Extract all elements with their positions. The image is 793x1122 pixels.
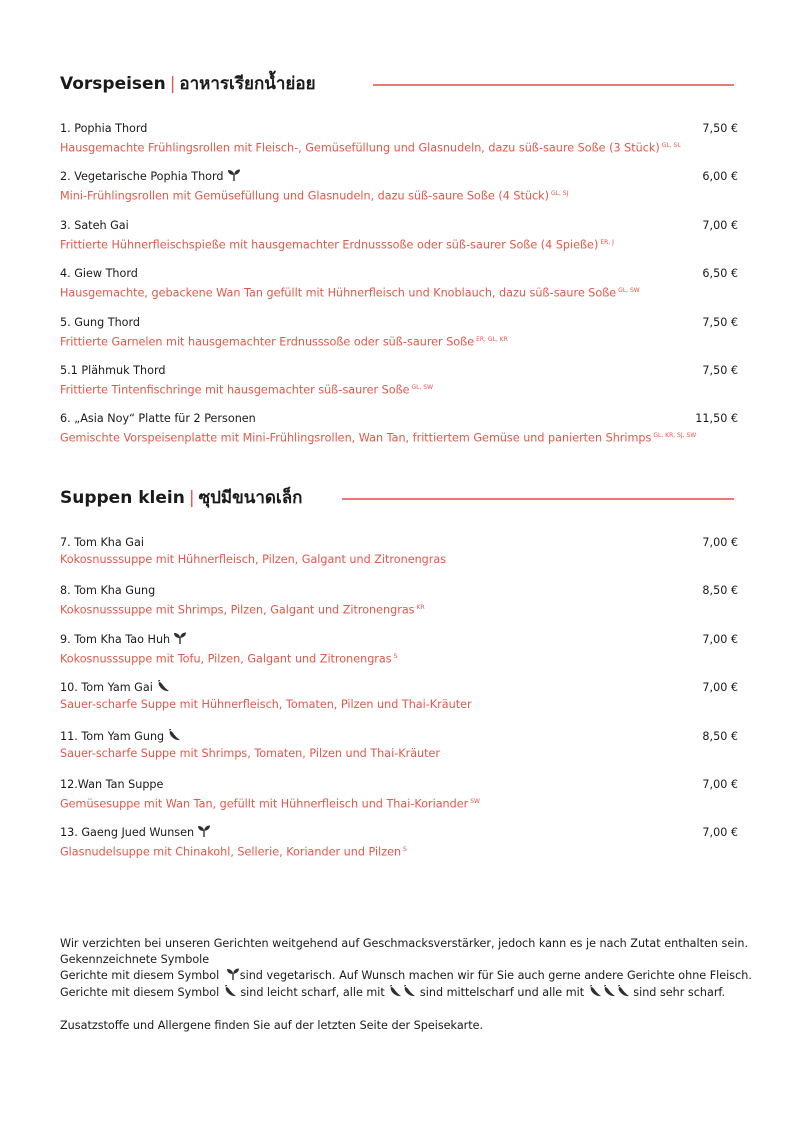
item-name-text: 11. Tom Yam Gung: [60, 729, 165, 743]
item-name-text: 1. Pophia Thord: [60, 122, 148, 135]
leaf-icon: [197, 825, 211, 837]
allergen-tags: SW: [470, 797, 480, 805]
item-list: [60, 121, 740, 460]
leaf-icon: [227, 169, 241, 181]
item-description: [60, 648, 740, 668]
item-name-text: 5.1 Plähmuk Thord: [60, 363, 166, 377]
section-header: [60, 71, 740, 101]
menu-item: [60, 411, 740, 459]
footer-line-last: Zusatzstoffe und Allergene finden Sie auf der letzten Seite der Speisekarte.: [60, 1018, 484, 1032]
allergen-tags: GL, KR, SJ, SW: [653, 432, 697, 440]
section-title-thai: อาหารเรียกน้ำย่อย: [179, 74, 316, 94]
menu-item: [60, 632, 740, 680]
footer-notes: [60, 936, 760, 1034]
item-name-text: 4. Giew Thord: [60, 267, 138, 281]
section-suppen: [60, 485, 740, 874]
chili-mid-1: sind leicht scharf, alle mit: [240, 985, 385, 999]
item-name: [60, 535, 740, 551]
item-description-text: Sauer-scharfe Suppe mit Hühnerfleisch, Tomaten, Pilzen und Thai-Kräuter: [60, 698, 472, 712]
item-name-text: 2. Vegetarische Pophia Thord: [60, 170, 224, 184]
footer-line-1: Wir verzichten bei unseren Gerichten weitgehend auf Geschmacksverstärker, jedoch kann es je nach Zutat enthalten sein.: [60, 937, 749, 950]
allergen-tags: GL, SJ: [550, 190, 569, 198]
footer-veg-line: [60, 968, 760, 984]
allergen-tags: GL, SW: [411, 383, 434, 391]
item-name: [60, 583, 740, 599]
item-price: 7,50 €: [702, 122, 738, 135]
item-name: [60, 680, 740, 696]
allergen-tags: GL, SL: [661, 142, 681, 149]
item-description-text: Mini-Frühlingsrollen mit Gemüsefüllung und Glasnudeln, dazu süß-saure Soße (4 Stück): [60, 190, 549, 204]
item-description-text: Kokosnusssuppe mit Hühnerfleisch, Pilzen, Galgant und Zitronengras: [60, 553, 447, 566]
item-description-text: Frittierte Garnelen mit hausgemachter Erdnusssoße oder süß-saurer Soße: [60, 335, 475, 349]
allergen-tags: S: [393, 652, 398, 660]
leaf-icon: [226, 968, 240, 980]
item-price: 7,00 €: [702, 536, 738, 549]
menu-item: [60, 825, 740, 873]
title-separator: |: [188, 488, 195, 508]
leaf-icon: [173, 632, 187, 644]
section-title-text: Vorspeisen: [60, 74, 166, 94]
item-price: 7,00 €: [702, 777, 738, 791]
menu-item: [60, 218, 740, 266]
item-price: 7,00 €: [702, 681, 738, 695]
menu-item: [60, 121, 740, 169]
item-name: [60, 777, 740, 793]
menu-item: [60, 583, 740, 631]
title-separator: |: [169, 74, 176, 94]
item-price: 8,50 €: [702, 584, 738, 598]
item-name: [60, 363, 740, 379]
item-description: [60, 282, 740, 302]
item-name-text: 10. Tom Yam Gai: [60, 681, 153, 695]
item-name: [60, 825, 740, 841]
item-name: [60, 266, 740, 282]
menu-item: [60, 315, 740, 363]
item-name: [60, 218, 740, 234]
item-price: 7,00 €: [702, 218, 738, 232]
chili-suffix: sind sehr scharf.: [633, 985, 726, 999]
section-title: [60, 485, 312, 511]
item-description: [60, 551, 740, 568]
item-description-text: Frittierte Tintenfischringe mit hausgemachter süß-saurer Soße: [60, 383, 410, 397]
item-name-text: 5. Gung Thord: [60, 315, 141, 329]
section-rule: [373, 84, 734, 86]
section-vorspeisen: [60, 71, 740, 460]
item-price: 7,50 €: [702, 315, 738, 329]
chili-icon: [223, 985, 237, 1002]
chili-icon: [167, 729, 181, 741]
veg-prefix: Gerichte mit diesem Symbol: [60, 969, 220, 983]
item-description: [60, 379, 740, 399]
item-name: [60, 315, 740, 331]
item-description: [60, 696, 740, 713]
item-description: [60, 793, 740, 813]
menu-item: [60, 169, 740, 217]
item-name: [60, 121, 740, 137]
item-description-text: Kokosnusssuppe mit Shrimps, Pilzen, Galgant und Zitronengras: [60, 604, 415, 618]
chili-icon: [588, 985, 630, 1002]
item-description-text: Glasnudelsuppe mit Chinakohl, Sellerie, Koriander und Pilzen: [60, 846, 402, 860]
allergen-tags: ER, J: [600, 238, 614, 246]
item-description: [60, 841, 740, 861]
section-rule: [342, 498, 734, 500]
footer-line-2: Gekennzeichnete Symbole: [60, 953, 210, 967]
item-name-text: 3. Sateh Gai: [60, 218, 129, 232]
item-price: 6,00 €: [702, 170, 738, 184]
section-title: [60, 71, 326, 97]
menu-item: [60, 680, 740, 728]
section-header: [60, 485, 740, 515]
item-name-text: 7. Tom Kha Gai: [60, 536, 144, 549]
menu-item: [60, 266, 740, 314]
veg-suffix: sind vegetarisch. Auf Wunsch machen wir für Sie auch gerne andere Gerichte ohne Fleisch.: [239, 969, 752, 983]
item-name-text: 6. „Asia Noy“ Platte für 2 Personen: [60, 412, 256, 426]
item-description: [60, 745, 740, 762]
item-description-text: Kokosnusssuppe mit Tofu, Pilzen, Galgant und Zitronengras: [60, 652, 392, 666]
item-description-text: Gemüsesuppe mit Wan Tan, gefüllt mit Hühnerfleisch und Thai-Koriander: [60, 797, 469, 811]
item-description-text: Frittierte Hühnerfleischspieße mit hausgemachter Erdnusssoße oder süß-saurer Soße (4 Spieße): [60, 238, 599, 252]
item-price: 6,50 €: [702, 267, 738, 281]
item-description-text: Sauer-scharfe Suppe mit Shrimps, Tomaten, Pilzen und Thai-Kräuter: [60, 746, 441, 760]
chili-icon: [156, 680, 170, 692]
menu-item: [60, 729, 740, 777]
item-description: [60, 185, 740, 205]
chili-prefix: Gerichte mit diesem Symbol: [60, 985, 220, 999]
item-name: [60, 729, 740, 745]
item-name-text: 8. Tom Kha Gung: [60, 584, 156, 598]
item-description-text: Hausgemachte Frühlingsrollen mit Fleisch-, Gemüsefüllung und Glasnudeln, dazu süß-saure Soße (3 Stück): [60, 141, 660, 155]
menu-item: [60, 535, 740, 583]
section-title-text: Suppen klein: [60, 488, 185, 508]
footer-gap: [60, 1002, 760, 1018]
item-name-text: 12.Wan Tan Suppe: [60, 777, 164, 791]
item-description: [60, 427, 740, 447]
allergen-tags: ER, GL, KR: [476, 335, 508, 343]
chili-icon: [388, 985, 416, 1002]
allergen-tags: KR: [416, 604, 425, 612]
item-price: 8,50 €: [702, 729, 738, 743]
item-price: 7,00 €: [702, 826, 738, 840]
allergen-tags: S: [403, 846, 407, 854]
item-name-text: 9. Tom Kha Tao Huh: [60, 632, 171, 646]
allergen-tags: GL, SW: [618, 287, 640, 295]
item-name: [60, 411, 740, 427]
item-description-text: Hausgemachte, gebackene Wan Tan gefüllt mit Hühnerfleisch und Knoblauch, dazu süß-saure Soße: [60, 286, 617, 300]
item-description-text: Gemischte Vorspeisenplatte mit Mini-Frühlingsrollen, Wan Tan, frittiertem Gemüse und panierten Shrimps: [60, 432, 652, 446]
item-price: 7,50 €: [702, 363, 738, 377]
item-price: 11,50 €: [695, 412, 738, 426]
item-description: [60, 234, 740, 254]
item-price: 7,00 €: [702, 632, 738, 646]
item-list: [60, 535, 740, 874]
item-description: [60, 599, 740, 619]
item-name-text: 13. Gaeng Jued Wunsen: [60, 826, 195, 840]
menu-item: [60, 777, 740, 825]
chili-mid-2: sind mittelscharf und alle mit: [419, 985, 585, 999]
item-description: [60, 137, 740, 157]
item-description: [60, 331, 740, 351]
section-title-thai: ซุปมีขนาดเล็ก: [198, 488, 303, 508]
item-name: [60, 632, 740, 648]
menu-item: [60, 363, 740, 411]
item-name: [60, 169, 740, 185]
footer-chili-line: [60, 985, 760, 1002]
